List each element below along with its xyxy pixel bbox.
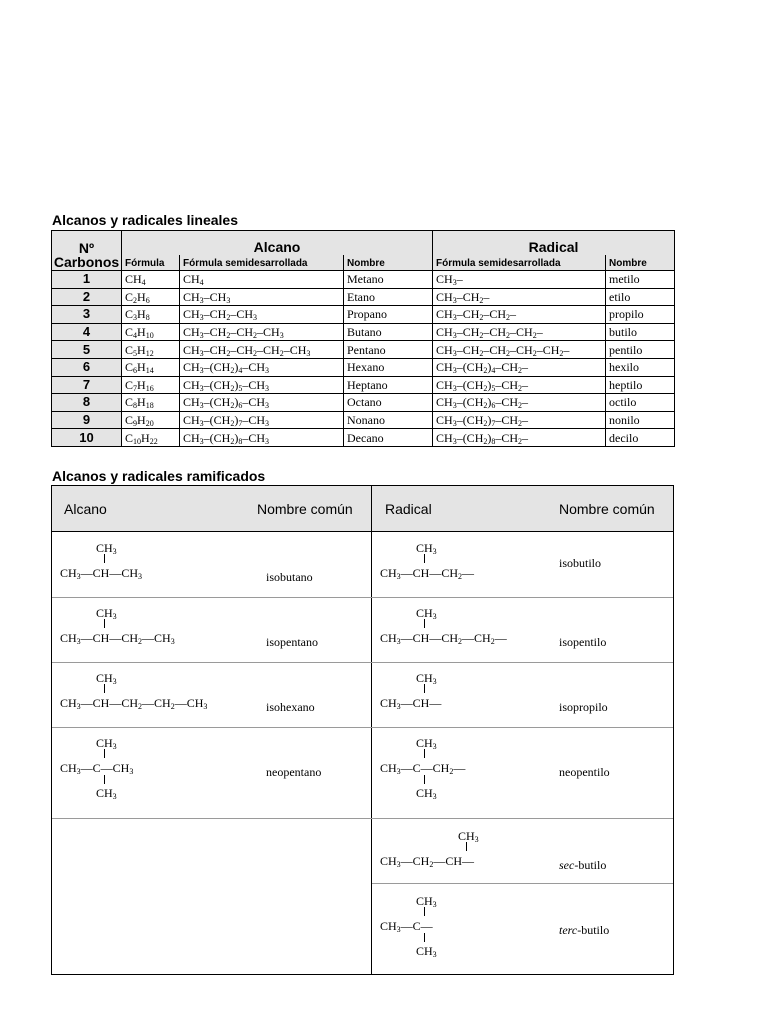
row-divider bbox=[52, 597, 673, 598]
name-cell: Nonano bbox=[344, 411, 433, 429]
radical-name-cell: heptilo bbox=[606, 376, 675, 394]
radical-common-name: isopentilo bbox=[559, 635, 607, 649]
table-row bbox=[52, 429, 675, 447]
main-chain: $CH_3—C—CH_2—$ bbox=[380, 761, 466, 776]
row-divider bbox=[52, 727, 673, 728]
branched-table bbox=[51, 485, 674, 975]
semi-cell: $CH_4$ bbox=[180, 271, 344, 289]
radical-name-cell: nonilo bbox=[606, 411, 675, 429]
formula-cell: $C_8H_{18}$ bbox=[122, 394, 180, 412]
col-nombre: Nombre bbox=[344, 255, 433, 271]
bond-vertical bbox=[424, 907, 425, 916]
radical-cell: $CH_3-CH_2-CH_2-CH_2-CH_2-$ bbox=[433, 341, 606, 359]
main-chain: $CH_3—CH—CH_3$ bbox=[60, 566, 143, 581]
col-group-alcano: Alcano bbox=[122, 231, 433, 256]
linear-alkanes-table bbox=[51, 230, 675, 447]
linear-table-body bbox=[52, 271, 675, 447]
col-nombre-comun-radical: Nombre común bbox=[559, 501, 655, 517]
heading-lineales: Alcanos y radicales lineales bbox=[52, 212, 238, 228]
main-chain: $CH_3—CH—$ bbox=[380, 696, 442, 711]
substituent-ch3: $CH_3$ bbox=[416, 541, 437, 556]
radical-name-cell: metilo bbox=[606, 271, 675, 289]
radical-cell: $CH_3-CH_2-$ bbox=[433, 288, 606, 306]
radical-name-cell: pentilo bbox=[606, 341, 675, 359]
name-cell: Propano bbox=[344, 306, 433, 324]
col-alcano: Alcano bbox=[64, 501, 107, 517]
num-cell: 9 bbox=[52, 411, 122, 429]
radical-cell: $CH_3-CH_2-CH_2-$ bbox=[433, 306, 606, 324]
branched-table-header bbox=[52, 486, 673, 532]
main-chain: $CH_3—CH—CH_2—CH_2—$ bbox=[380, 631, 507, 646]
main-chain: $CH_3—C—$ bbox=[380, 919, 433, 934]
num-cell: 10 bbox=[52, 429, 122, 447]
radical-cell: $CH_3-(CH_2)_6-CH_2-$ bbox=[433, 394, 606, 412]
substituent-ch3: $CH_3$ bbox=[458, 829, 479, 844]
alkane-common-name: isobutano bbox=[266, 570, 313, 584]
name-cell: Decano bbox=[344, 429, 433, 447]
substituent-ch3: $CH_3$ bbox=[96, 606, 117, 621]
formula-cell: $C_7H_{16}$ bbox=[122, 376, 180, 394]
semi-cell: $CH_3-CH_2-CH_2-CH_2-CH_3$ bbox=[180, 341, 344, 359]
semi-cell: $CH_3-CH_2-CH_2-CH_3$ bbox=[180, 323, 344, 341]
bond-vertical bbox=[466, 842, 467, 851]
num-cell: 5 bbox=[52, 341, 122, 359]
radical-common-name: terc-butilo bbox=[559, 923, 610, 937]
name-cell: Etano bbox=[344, 288, 433, 306]
col-nombre-radical: Nombre bbox=[606, 255, 675, 271]
table-row bbox=[52, 306, 675, 324]
substituent-ch3: $CH_3$ bbox=[416, 671, 437, 686]
formula-cell: $C_{10}H_{22}$ bbox=[122, 429, 180, 447]
bond-vertical bbox=[424, 749, 425, 758]
col-nombre-comun: Nombre común bbox=[257, 501, 353, 517]
radical-cell: $CH_3-(CH_2)_5-CH_2-$ bbox=[433, 376, 606, 394]
bond-vertical bbox=[104, 619, 105, 628]
bond-vertical bbox=[104, 749, 105, 758]
radical-cell: $CH_3-CH_2-CH_2-CH_2-$ bbox=[433, 323, 606, 341]
formula-cell: $CH_4$ bbox=[122, 271, 180, 289]
semi-cell: $CH_3-(CH_2)_8-CH_3$ bbox=[180, 429, 344, 447]
main-chain: $CH_3—C—CH_3$ bbox=[60, 761, 134, 776]
radical-name-cell: butilo bbox=[606, 323, 675, 341]
substituent-ch3: $CH_3$ bbox=[416, 894, 437, 909]
semi-cell: $CH_3-CH_3$ bbox=[180, 288, 344, 306]
bond-vertical bbox=[424, 775, 425, 784]
radical-cell: $CH_3-(CH_2)_8-CH_2-$ bbox=[433, 429, 606, 447]
formula-cell: $C_9H_{20}$ bbox=[122, 411, 180, 429]
table-row bbox=[52, 394, 675, 412]
main-chain: $CH_3—CH—CH_2—CH_3$ bbox=[60, 631, 175, 646]
main-chain: $CH_3—CH—CH_2—CH_2—CH_3$ bbox=[60, 696, 208, 711]
table-row bbox=[52, 411, 675, 429]
radical-common-name: isobutilo bbox=[559, 556, 602, 570]
num-cell: 1 bbox=[52, 271, 122, 289]
table-row bbox=[52, 341, 675, 359]
col-radical: Radical bbox=[385, 501, 432, 517]
row-divider bbox=[52, 662, 673, 663]
radical-cell: $CH_3-(CH_2)_4-CH_2-$ bbox=[433, 358, 606, 376]
radical-cell: $CH_3-$ bbox=[433, 271, 606, 289]
semi-cell: $CH_3-CH_2-CH_3$ bbox=[180, 306, 344, 324]
num-cell: 2 bbox=[52, 288, 122, 306]
num-cell: 4 bbox=[52, 323, 122, 341]
radical-common-name: isopropilo bbox=[559, 700, 608, 714]
substituent-ch3: $CH_3$ bbox=[416, 786, 437, 801]
bond-vertical bbox=[104, 554, 105, 563]
formula-cell: $C_6H_{14}$ bbox=[122, 358, 180, 376]
substituent-ch3: $CH_3$ bbox=[96, 786, 117, 801]
name-cell: Heptano bbox=[344, 376, 433, 394]
alkane-common-name: isopentano bbox=[266, 635, 318, 649]
radical-name-cell: hexilo bbox=[606, 358, 675, 376]
row-divider bbox=[372, 883, 673, 884]
name-cell: Octano bbox=[344, 394, 433, 412]
bond-vertical bbox=[104, 684, 105, 693]
alkane-common-name: isohexano bbox=[266, 700, 315, 714]
radical-name-cell: octilo bbox=[606, 394, 675, 412]
main-chain: $CH_3—CH_2—CH—$ bbox=[380, 854, 475, 869]
radical-name-cell: decilo bbox=[606, 429, 675, 447]
name-cell: Pentano bbox=[344, 341, 433, 359]
table-row bbox=[52, 358, 675, 376]
table-row bbox=[52, 288, 675, 306]
semi-cell: $CH_3-(CH_2)_6-CH_3$ bbox=[180, 394, 344, 412]
heading-ramificados: Alcanos y radicales ramificados bbox=[52, 468, 266, 484]
table-row bbox=[52, 376, 675, 394]
alkane-common-name: neopentano bbox=[266, 765, 322, 779]
radical-cell: $CH_3-(CH_2)_7-CH_2-$ bbox=[433, 411, 606, 429]
substituent-ch3: $CH_3$ bbox=[416, 944, 437, 959]
col-num-carbons: Nº Carbonos bbox=[52, 231, 122, 271]
col-semi: Fórmula semidesarrollada bbox=[180, 255, 344, 271]
formula-cell: $C_4H_{10}$ bbox=[122, 323, 180, 341]
formula-cell: $C_2H_6$ bbox=[122, 288, 180, 306]
num-cell: 7 bbox=[52, 376, 122, 394]
radical-common-name: neopentilo bbox=[559, 765, 610, 779]
formula-cell: $C_5H_{12}$ bbox=[122, 341, 180, 359]
bond-vertical bbox=[424, 684, 425, 693]
col-semi-radical: Fórmula semidesarrollada bbox=[433, 255, 606, 271]
name-cell: Hexano bbox=[344, 358, 433, 376]
col-formula: Fórmula bbox=[122, 255, 180, 271]
num-cell: 3 bbox=[52, 306, 122, 324]
substituent-ch3: $CH_3$ bbox=[96, 671, 117, 686]
num-cell: 6 bbox=[52, 358, 122, 376]
bond-vertical bbox=[104, 775, 105, 784]
table-row bbox=[52, 323, 675, 341]
bond-vertical bbox=[424, 554, 425, 563]
name-cell: Butano bbox=[344, 323, 433, 341]
col-group-radical: Radical bbox=[433, 231, 675, 256]
table-row bbox=[52, 271, 675, 289]
formula-cell: $C_3H_8$ bbox=[122, 306, 180, 324]
semi-cell: $CH_3-(CH_2)_5-CH_3$ bbox=[180, 376, 344, 394]
bond-vertical bbox=[424, 933, 425, 942]
column-divider bbox=[371, 486, 372, 974]
radical-name-cell: etilo bbox=[606, 288, 675, 306]
semi-cell: $CH_3-(CH_2)_4-CH_3$ bbox=[180, 358, 344, 376]
substituent-ch3: $CH_3$ bbox=[416, 736, 437, 751]
substituent-ch3: $CH_3$ bbox=[96, 541, 117, 556]
radical-name-cell: propilo bbox=[606, 306, 675, 324]
bond-vertical bbox=[424, 619, 425, 628]
num-cell: 8 bbox=[52, 394, 122, 412]
row-divider bbox=[52, 818, 673, 819]
substituent-ch3: $CH_3$ bbox=[96, 736, 117, 751]
main-chain: $CH_3—CH—CH_2—$ bbox=[380, 566, 475, 581]
substituent-ch3: $CH_3$ bbox=[416, 606, 437, 621]
radical-common-name: sec-butilo bbox=[559, 858, 607, 872]
name-cell: Metano bbox=[344, 271, 433, 289]
semi-cell: $CH_3-(CH_2)_7-CH_3$ bbox=[180, 411, 344, 429]
